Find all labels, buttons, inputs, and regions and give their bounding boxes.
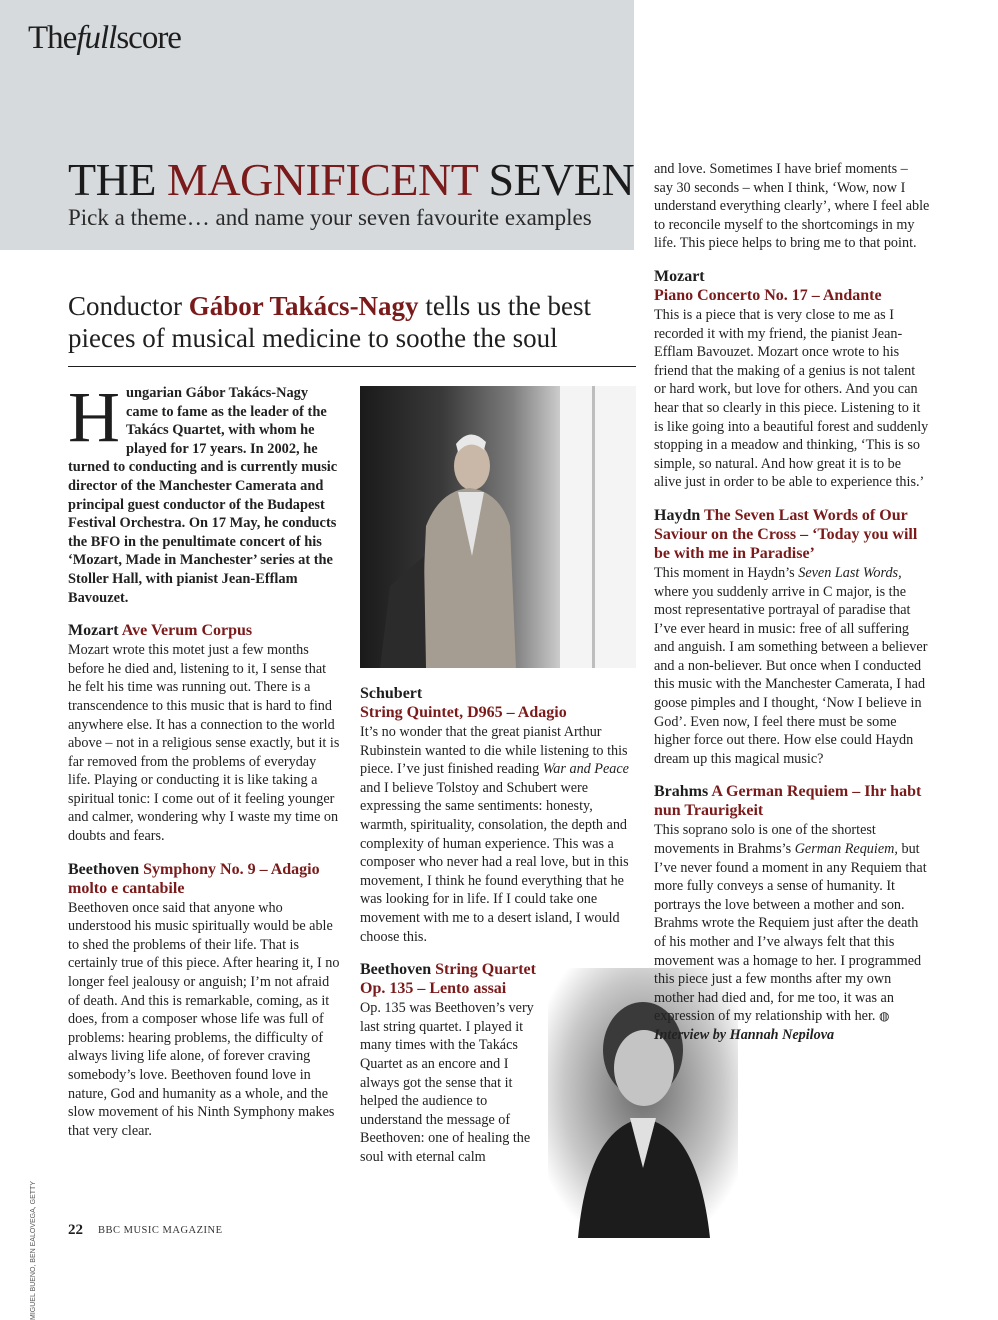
end-mark-icon: ◍	[879, 1009, 890, 1024]
column-3	[654, 160, 930, 1045]
piece-text: This moment in Haydn’s Seven Last Words, where you suddenly arrive in C major, is the most representative portrayal of paradise that I’ve ever heard in music: free of all suffering and anguish. I am something between a believer and a non-believer. But once when I conducted this music with the Manchester Camerata, I had goose pimples and I thought, ‘Now I believe in God’. Even now, I feel there must be some higher force out there. How else could Haydn dream up this magical music?	[654, 564, 928, 767]
magazine-name: BBC MUSIC MAGAZINE	[98, 1225, 223, 1236]
signoff: Interview by Hannah Nepilova	[654, 1026, 835, 1043]
photo-credit: MIGUEL BUENO, BEN EALOVEGA, GETTY	[30, 1181, 37, 1320]
piece-heading: Mozart Piano Concerto No. 17 – Andante	[654, 267, 882, 304]
conductor-photo	[360, 386, 636, 668]
divider	[68, 366, 636, 367]
piece-text: Op. 135 was Beethoven’s very last string quartet. I played it many times with the Takács Quartet as an encore and I always got the sense that it helped the audience to understand the message of Beethoven: one of healing the soul with eternal calm	[360, 1000, 534, 1165]
piece-text: This is a piece that is very close to me as I recorded it with my friend, the pianist Jean-Efflam Bavouzet. Mozart once wrote to his friend that the making of a genius is not talent or hard work, but love for others. And you can hear that so clearly in this piece. Listening to it is like going into a beautiful forest and suddenly stopping in a meadow and thinking, ‘This is so simple, so natural. And how great it is to be alive just in order to be able to experience this.’	[654, 306, 929, 491]
piece-heading: Beethoven String Quartet Op. 135 – Lento assai	[360, 961, 536, 998]
piece-heading: Mozart Ave Verum Corpus	[68, 622, 253, 640]
section-label: Thefullscore	[28, 20, 181, 56]
standfirst: Conductor Gábor Takács-Nagy tells us the best pieces of musical medicine to soothe the soul	[68, 291, 592, 353]
piece-heading: Haydn The Seven Last Words of Our Saviour on the Cross – ‘Today you will be with me in Paradise’	[654, 506, 918, 562]
piece-text: Mozart wrote this motet just a few months before he died and, listening to it, I sense that he felt his time was running out. There is a transcendence to this music that is hard to find anywhere else. It has a connection to the world above – not in a religious sense exactly, but it is far removed from the problems of everyday life. Playing or conducting it is like taking a spiritual tonic: I come out of it feeling younger and calmer, wondering why I waste my time on doubts and fears.	[68, 642, 340, 845]
piece-heading: Brahms A German Requiem – Ihr habt nun Traurigkeit	[654, 783, 922, 820]
photo-credit-wrap	[30, 1181, 40, 1320]
piece-text: It’s no wonder that the great pianist Arthur Rubinstein wanted to die while listening to this piece. I’ve just finished reading War and Peace and I believe Tolstoy and Schubert were expressing the same sentiments: honesty, warmth, spirituality, consolation, the depth and complexity of human experience. This was a composer who never had a real love, but in this movement, I think he found everything that he was looking for in life. If I could take one movement with me to a desert island, I would choose this.	[360, 724, 629, 945]
page-title: THE MAGNIFICENT SEVEN	[68, 154, 635, 205]
page-number: 22	[68, 1222, 83, 1238]
piece-text-continued: and love. Sometimes I have brief moments – say 30 seconds – when I think, ‘Wow, now I understand everything clearly’, where I feel able to reconcile myself to the shortcomings in my life. This piece helps to bring me to that point.	[654, 161, 930, 252]
intro-paragraph: Hungarian Gábor Takács-Nagy came to fame as the leader of the Takács Quartet, with whom he played for 17 years. In 2002, he turned to conducting and is currently music director of the Manchester Camerata and principal guest conductor of the Budapest Festival Orchestra. On 17 May, he conducts the BFO in the penultimate concert of his ‘Mozart, Made in Manchester’ series at the Stoller Hall, with pianist Jean-Efflam Bavouzet.	[68, 377, 338, 606]
piece-heading: Beethoven Symphony No. 9 – Adagio molto e cantabile	[68, 860, 320, 897]
piece-heading: Schubert String Quintet, D965 – Adagio	[360, 685, 567, 721]
piece-text: Beethoven once said that anyone who understood his music spiritually would be able to shed the problems of their life. That is certainly true of this piece. After hearing it, I no longer feel jealousy or anguish; I’m not afraid of death. And this is remarkable, coming, as it does, from a composer whose life was full of problems: hearing problems, the difficulty of always living life alone, of forever craving somebody’s love. Beethoven found love in nature, God and humanity as a whole, and the slow movement of his Ninth Symphony makes that very clear.	[68, 899, 340, 1139]
column-1	[68, 377, 340, 1140]
piece-text: This soprano solo is one of the shortest movements in Brahms’s German Requiem, but I’ve never found a moment in any Requiem that more fully conveys a sense of humanity. It portrays the love between a mother and son. Brahms wrote the Requiem just after the death of his mother and I’ve always felt that this movement was a homage to her. I programmed this piece just a few months after my own mother had died and, for me too, it was an expression of my relationship with her. ◍ Interview by Hannah Nepilova	[654, 822, 927, 1043]
drop-cap: H	[68, 377, 120, 457]
page-subtitle: Pick a theme… and name your seven favourite examples	[68, 205, 592, 230]
